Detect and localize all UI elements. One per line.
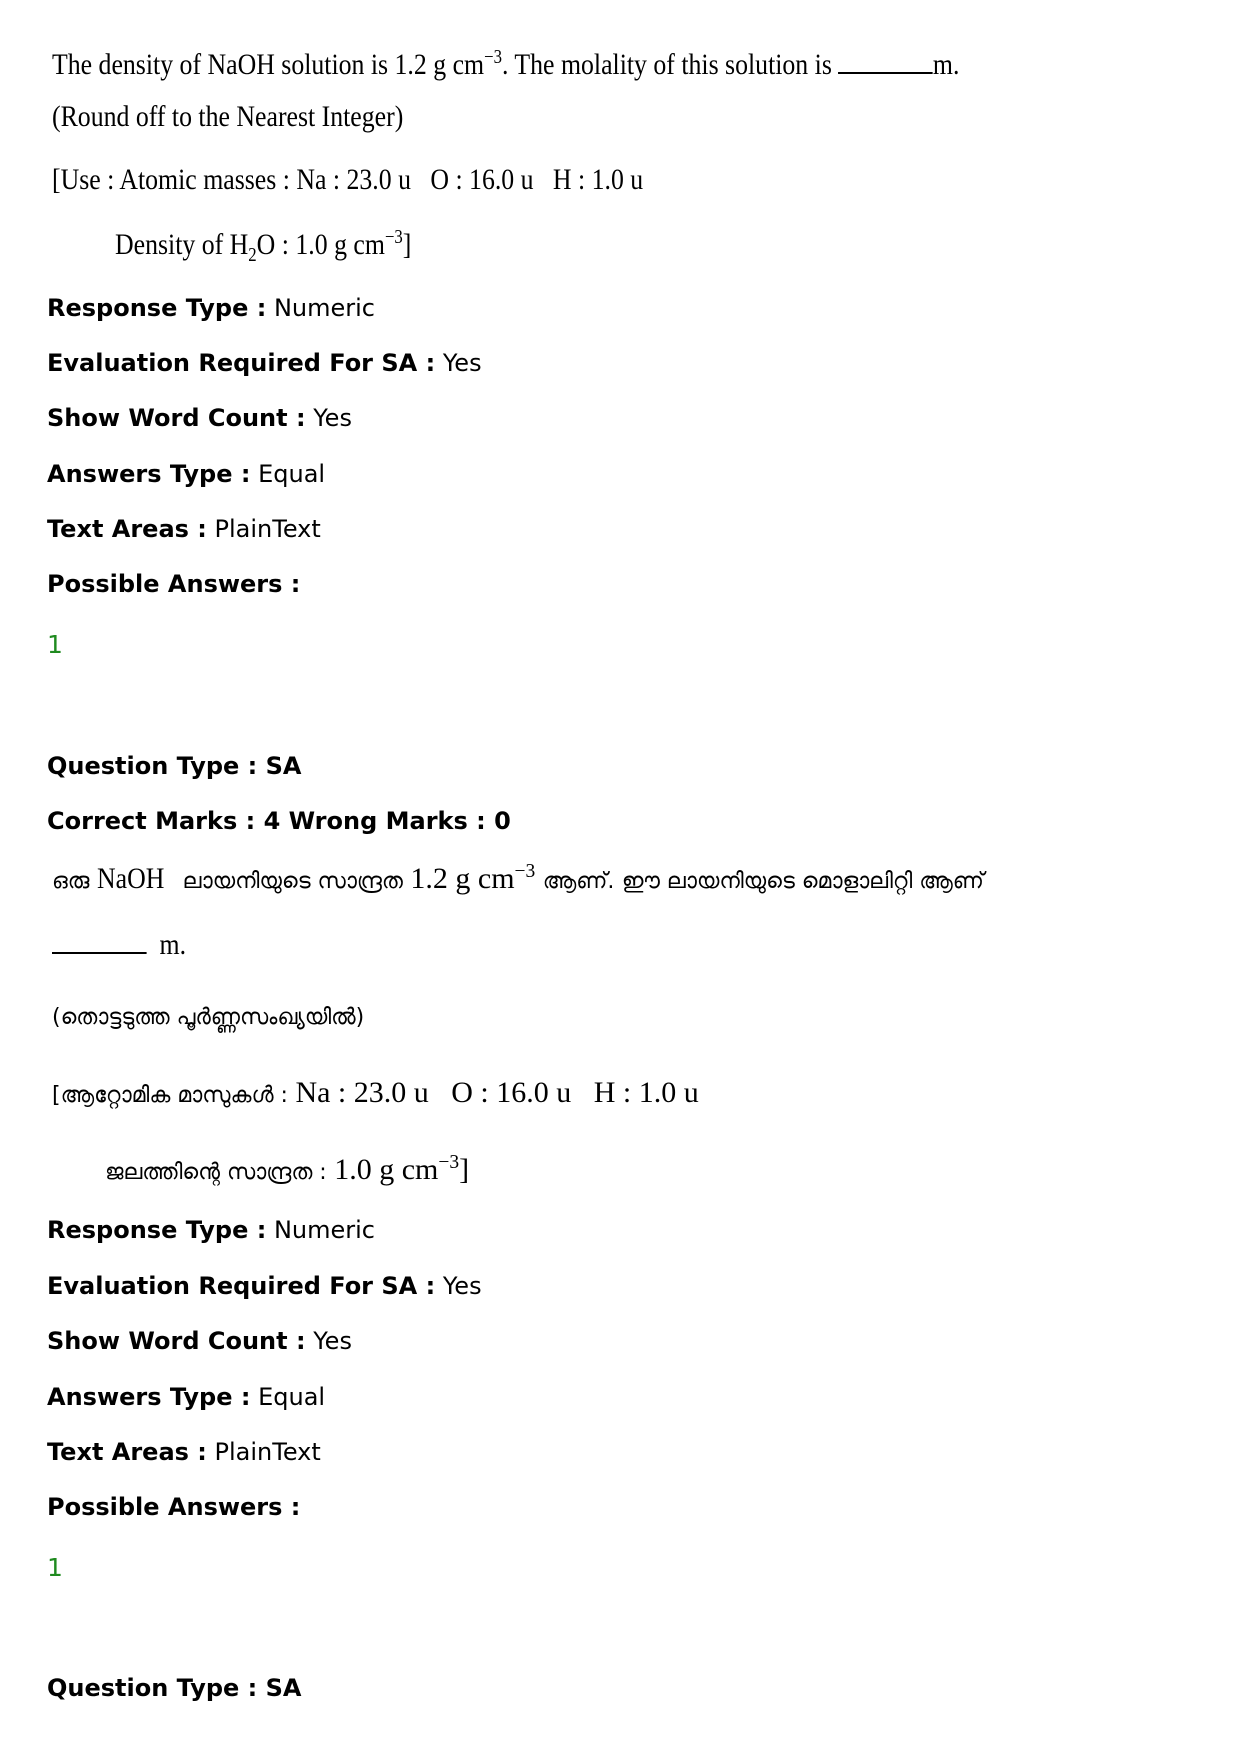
superscript: −3 xyxy=(484,47,502,68)
ml-text: [ആറ്റോമിക മാസുകൾ : xyxy=(52,1083,288,1108)
field-label: Show Word Count : xyxy=(47,1327,306,1355)
marks: Correct Marks : 4 Wrong Marks : 0 xyxy=(47,807,511,835)
answer-blank xyxy=(52,951,147,954)
density-text: ] xyxy=(402,228,412,261)
ml-text: ഒരു xyxy=(52,869,90,894)
ml-text: ജലത്തിന്റെ സാന്ദ്രത : xyxy=(105,1160,327,1185)
density-text: O : 1.0 g cm xyxy=(256,228,385,261)
field-value: Yes xyxy=(313,1327,352,1355)
field-label: Possible Answers : xyxy=(47,1493,301,1521)
answer-blank xyxy=(838,71,933,74)
possible-answer-value: 1 xyxy=(47,630,63,659)
density-text: Density of H xyxy=(115,228,249,261)
marks-row xyxy=(47,809,511,833)
ml-text: NaOH xyxy=(96,862,165,895)
ml-text: 1.0 g cm xyxy=(334,1153,439,1186)
response-type-row xyxy=(47,296,375,320)
response-type-row xyxy=(47,1218,375,1242)
field-value: PlainText xyxy=(214,1438,321,1466)
question-use-line xyxy=(52,165,643,195)
question-round-note xyxy=(52,102,403,132)
ml-question-line-2 xyxy=(52,930,186,960)
question-type: Question Type : SA xyxy=(47,752,302,780)
field-label: Response Type : xyxy=(47,294,267,322)
show-word-count-row xyxy=(47,406,352,430)
field-label: Possible Answers : xyxy=(47,570,301,598)
ml-text: ലായനിയുടെ സാന്ദ്രത xyxy=(182,869,403,894)
ml-text: Na : 23.0 u O : 16.0 u H : 1.0 u xyxy=(295,1076,699,1109)
evaluation-required-row xyxy=(47,1274,482,1298)
field-label: Response Type : xyxy=(47,1216,267,1244)
ml-round-note xyxy=(52,1000,364,1030)
ml-text: (തൊട്ടടുത്ത പൂർണ്ണസംഖ്യയിൽ) xyxy=(52,1005,365,1030)
answers-type-row xyxy=(47,1385,325,1409)
question-text-line-1 xyxy=(52,48,959,80)
field-label: Text Areas : xyxy=(47,515,207,543)
field-value: Equal xyxy=(258,1383,326,1411)
ml-text: 1.2 g cm xyxy=(410,862,515,895)
question-type-row xyxy=(47,754,301,778)
field-value: Equal xyxy=(258,460,326,488)
show-word-count-row xyxy=(47,1329,352,1353)
field-label: Answers Type : xyxy=(47,460,251,488)
field-value: PlainText xyxy=(214,515,321,543)
possible-answer-value: 1 xyxy=(47,1553,63,1582)
question-type-row xyxy=(47,1676,301,1700)
field-value: Yes xyxy=(313,404,352,432)
field-value: Numeric xyxy=(273,294,375,322)
ml-text: m. xyxy=(159,928,187,961)
field-label: Evaluation Required For SA : xyxy=(47,349,436,377)
field-value: Numeric xyxy=(273,1216,375,1244)
ml-use-line xyxy=(52,1078,699,1108)
question-type: Question Type : SA xyxy=(47,1674,302,1702)
subscript: 2 xyxy=(248,245,257,266)
ml-question-line-1 xyxy=(52,862,984,894)
field-value: Yes xyxy=(442,349,482,377)
field-label: Show Word Count : xyxy=(47,404,306,432)
ml-density-line xyxy=(105,1153,469,1185)
question-text-part: The density of NaOH solution is 1.2 g cm xyxy=(52,48,485,81)
ml-text: ആണ്. xyxy=(542,869,615,894)
evaluation-required-row xyxy=(47,351,482,375)
ml-line1-formula xyxy=(97,864,164,894)
field-label: Text Areas : xyxy=(47,1438,207,1466)
superscript: −3 xyxy=(514,861,536,882)
possible-answers-row xyxy=(47,1495,300,1519)
field-value: Yes xyxy=(442,1272,482,1300)
text-areas-row xyxy=(47,517,321,541)
superscript: −3 xyxy=(384,227,403,248)
use-text: [Use : Atomic masses : Na : 23.0 u O : 16.0 u H : 1.0 u xyxy=(52,163,644,196)
field-label: Answers Type : xyxy=(47,1383,251,1411)
question-text-part: m. xyxy=(932,48,960,81)
superscript: −3 xyxy=(438,1152,460,1173)
possible-answers-row xyxy=(47,572,300,596)
field-label: Evaluation Required For SA : xyxy=(47,1272,436,1300)
text-areas-row xyxy=(47,1440,321,1464)
round-note-text: (Round off to the Nearest Integer) xyxy=(52,100,404,133)
question-density-line xyxy=(115,228,411,266)
ml-text: ഈ ലായനിയുടെ മൊളാലിറ്റി ആണ് xyxy=(621,869,984,894)
question-text-part: . The molality of this solution is xyxy=(501,48,832,81)
ml-text: ] xyxy=(459,1153,470,1186)
answers-type-row xyxy=(47,462,325,486)
